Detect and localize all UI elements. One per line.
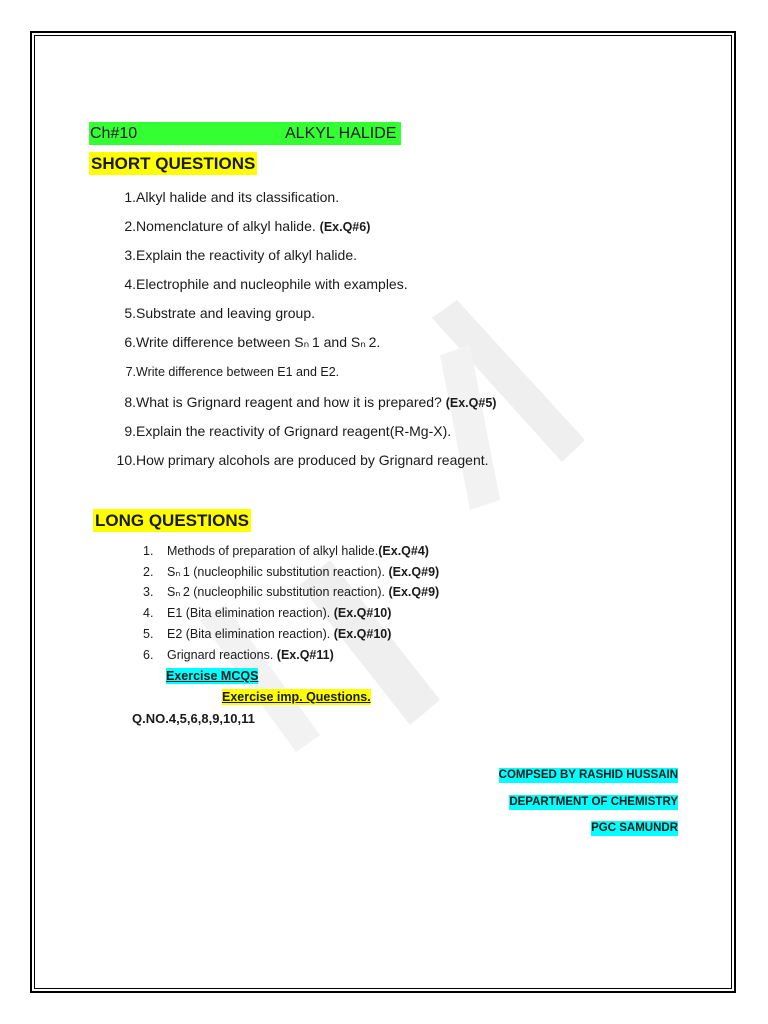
exercise-ref: (Ex.Q#5) (445, 396, 497, 410)
exercise-ref: (Ex.Q#11) (276, 648, 334, 662)
list-item: 3. Sₙ 2 (nucleophilic substitution reaction). (Ex.Q#9) (143, 585, 440, 599)
long-questions-heading: LONG QUESTIONS (95, 511, 249, 530)
short-questions-heading: SHORT QUESTIONS (91, 154, 256, 173)
exercise-imp-questions-label: Exercise imp. Questions. (222, 690, 371, 704)
exercise-ref: (Ex.Q#9) (388, 565, 440, 579)
credit-department: DEPARTMENT OF CHEMISTRY (509, 796, 678, 808)
exercise-mcqs-label: Exercise MCQS (166, 669, 259, 683)
chapter-header (89, 122, 401, 145)
exercise-ref: (Ex.Q#6) (319, 220, 371, 234)
exercise-ref: (Ex.Q#10) (333, 627, 392, 641)
exercise-ref: (Ex.Q#9) (388, 585, 440, 599)
list-item: 2. Sₙ 1 (nucleophilic substitution reaction). (Ex.Q#9) (143, 565, 440, 579)
question-numbers: Q.NO.4,5,6,8,9,10,11 (132, 711, 255, 726)
chapter-number: Ch#10 (90, 125, 138, 142)
credit-author: COMPSED BY RASHID HUSSAIN (498, 769, 678, 781)
list-item: 1. Methods of preparation of alkyl halide.(Ex.Q#4) (143, 544, 429, 558)
chapter-title: ALKYL HALIDE (285, 125, 397, 142)
list-item: 4. E1 (Bita elimination reaction). (Ex.Q#10) (143, 606, 392, 620)
credit-college: PGC SAMUNDR (591, 822, 678, 834)
exercise-ref: (Ex.Q#10) (333, 606, 392, 620)
list-item: 6. Grignard reactions. (Ex.Q#11) (143, 648, 334, 662)
list-item: 5. E2 (Bita elimination reaction). (Ex.Q#10) (143, 627, 392, 641)
exercise-ref: (Ex.Q#4) (378, 544, 429, 558)
